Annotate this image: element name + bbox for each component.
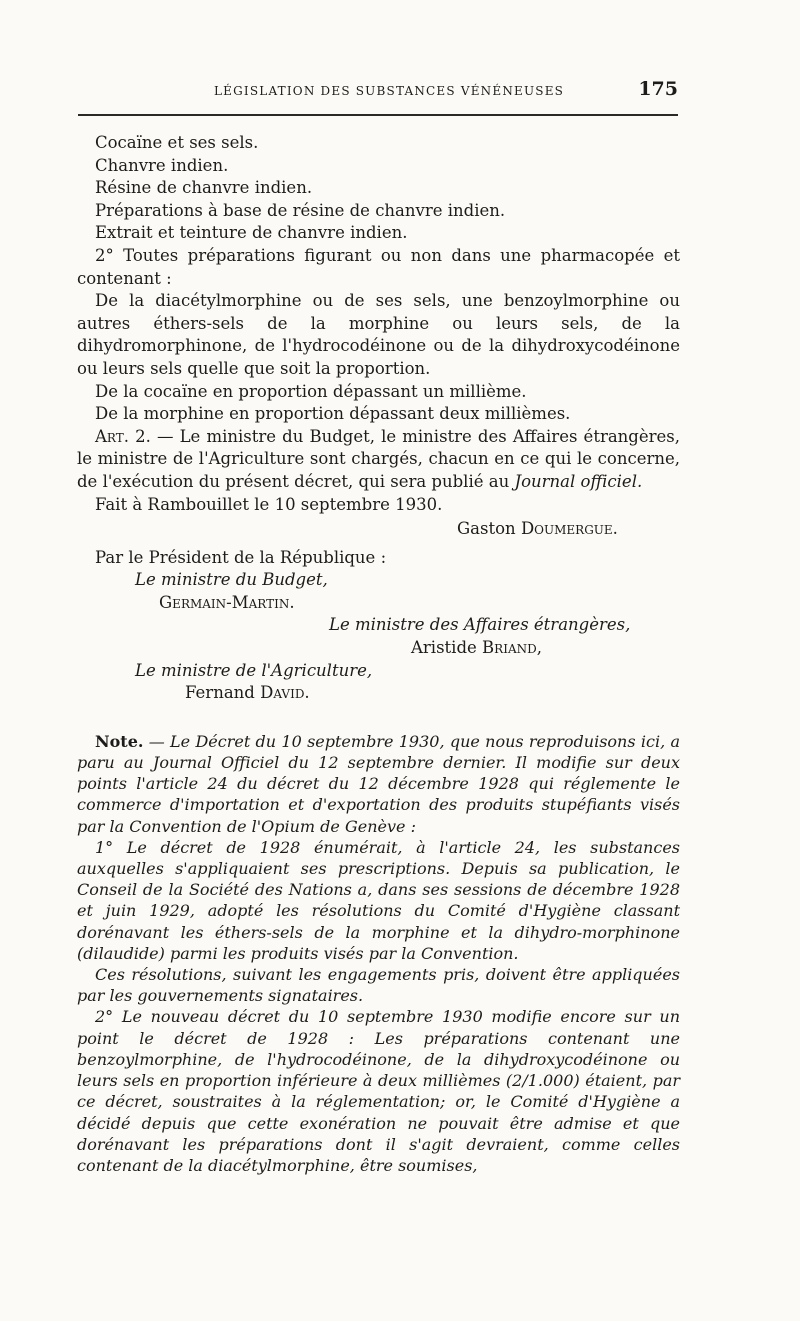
article-2-label: Art. 2. [95, 426, 151, 446]
minister-affaires-etrangeres-name: Aristide Briand, [411, 638, 542, 658]
article-2 [77, 426, 680, 494]
journal-officiel: Journal officiel. [514, 471, 643, 491]
signature-president: Gaston Doumergue. [457, 519, 618, 539]
list-item: Résine de chanvre indien. [95, 178, 313, 198]
header-rule [78, 114, 678, 116]
minister-budget-title: Le ministre du Budget, [135, 570, 328, 590]
paragraph-morphine-derivatives: De la diacétylmorphine ou de ses sels, une benzoylmorphine ou autres éthers-sels de la morphine ou leurs sels, de la dihydromorphinone, de l'hydrocodéinone ou de la dihydroxycodéinone ou leurs sels quelle que soit la proportion. [77, 291, 680, 378]
running-title: LÉGISLATION DES SUBSTANCES VÉNÉNEUSES [214, 84, 565, 98]
page-number: 175 [638, 78, 678, 100]
list-item: Préparations à base de résine de chanvre indien. [95, 200, 506, 220]
paragraph-morphine: De la morphine en proportion dépassant deux millièmes. [95, 404, 571, 424]
list-item: Cocaïne et ses sels. [95, 133, 259, 152]
note-paragraph-3: 2° Le nouveau décret du 10 septembre 1930 modifie encore sur un point le décret de 1928 : Les préparations contenant une benzoylmorphine, de l'hydrocodéinone, de la dihydroxycodéinone ou leurs sels en proportion inférieure à deux millièmes (2/1.000) étaient, par ce décret, soustraites à la réglementation; or, le Comité d'Hygiène a décidé depuis que cette exonération ne pouvait être admise et que dorénavant les préparations dont il s'agit devraient, comme celles contenant de la diacétylmorphine, être soumises, [77, 1007, 680, 1175]
paragraph-point-2: 2° Toutes préparations figurant ou non dans une pharmacopée et contenant : [77, 245, 680, 288]
note-intro [77, 731, 680, 837]
page-body [77, 132, 680, 1176]
article-2-text: — Le ministre du Budget, le ministre des Affaires étrangères, le ministre de l'Agriculture sont chargés, chacun en ce qui le concerne, de l'exécution du présent décret, qui sera publié au [77, 426, 680, 491]
fait-a-rambouillet: Fait à Rambouillet le 10 septembre 1930. [95, 494, 443, 514]
running-header [78, 78, 678, 106]
minister-budget-name: Germain-Martin. [159, 592, 295, 612]
par-le-president: Par le Président de la République : [95, 547, 387, 567]
minister-agriculture-title: Le ministre de l'Agriculture, [135, 660, 373, 680]
note-paragraph-2: Ces résolutions, suivant les engagements pris, doivent être appliquées par les gouvernements signataires. [77, 965, 680, 1006]
minister-affaires-etrangeres-title: Le ministre des Affaires étrangères, [329, 615, 631, 635]
minister-agriculture-name: Fernand David. [185, 683, 310, 703]
note-label: Note. [95, 731, 144, 751]
note-intro-text: — Le Décret du 10 septembre 1930, que nous reproduisons ici, a paru au Journal Officiel du 12 septembre dernier. Il modifie sur deux points l'article 24 du décret du 12 décembre 1928 qui réglemente le commerce d'importation et d'exportation des produits stupéfiants visés par la Convention de l'Opium de Genève : [77, 731, 681, 836]
note-paragraph-1: 1° Le décret de 1928 énumérait, à l'article 24, les substances auxquelles s'appliquaient ses prescriptions. Depuis sa publication, le Conseil de la Société des Nations a, dans ses sessions de décembre 1928 et juin 1929, adopté les résolutions du Comité d'Hygiène classant dorénavant les éthers-sels de la morphine et la dihydro-morphinone (dilaudide) parmi les produits visés par la Convention. [77, 837, 680, 963]
paragraph-cocaine: De la cocaïne en proportion dépassant un millième. [95, 381, 527, 401]
list-item: Extrait et teinture de chanvre indien. [95, 223, 408, 243]
list-item: Chanvre indien. [95, 155, 229, 175]
